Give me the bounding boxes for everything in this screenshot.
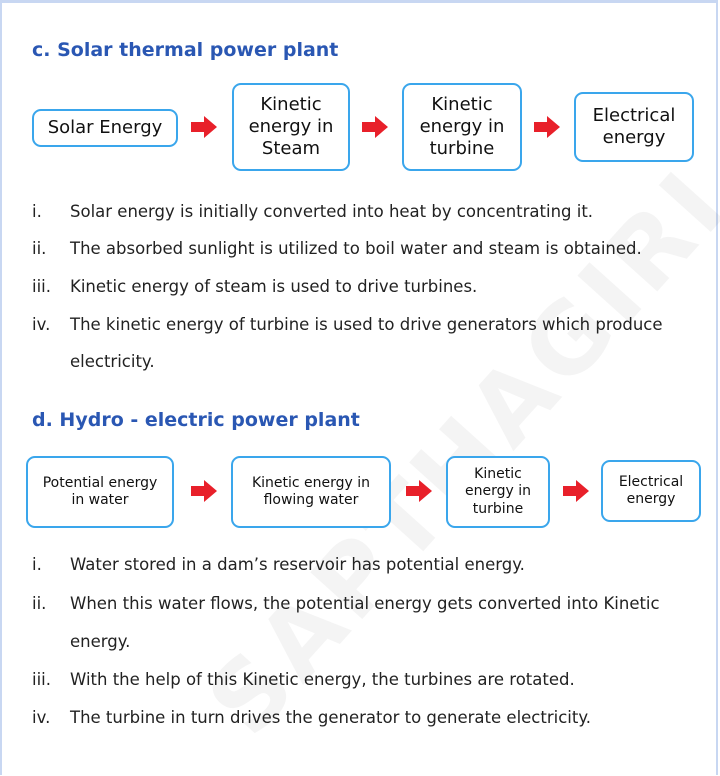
section-d-heading: d. Hydro - electric power plant	[32, 409, 360, 431]
arrow-right-icon	[191, 116, 217, 138]
item-text: The kinetic energy of turbine is used to drive generators which produce	[70, 315, 663, 334]
item-number: i.	[32, 555, 42, 574]
item-text: With the help of this Kinetic energy, the turbines are rotated.	[70, 670, 575, 689]
item-number: iv.	[32, 708, 51, 727]
item-text: Solar energy is initially converted into heat by concentrating it.	[70, 202, 594, 221]
item-text: When this water flows, the potential energy gets converted into Kinetic	[70, 594, 660, 613]
section-c-heading: c. Solar thermal power plant	[32, 39, 339, 61]
arrow-right-icon	[406, 480, 432, 502]
item-continuation: energy.	[70, 632, 131, 651]
item-text: Water stored in a dam’s reservoir has potential energy.	[70, 555, 525, 574]
flow-box-kinetic-turbine: Kinetic energy in turbine	[446, 456, 550, 528]
arrow-right-icon	[563, 480, 589, 502]
flow-box-potential-energy: Potential energy in water	[26, 456, 174, 528]
flow-box-electrical-energy: Electrical energy	[601, 460, 701, 522]
item-text: The absorbed sunlight is utilized to boil water and steam is obtained.	[70, 239, 642, 258]
arrow-right-icon	[534, 116, 560, 138]
flow-box-electrical-energy: Electrical energy	[574, 92, 694, 162]
item-number: ii.	[32, 594, 47, 613]
item-text: Kinetic energy of steam is used to drive turbines.	[70, 277, 478, 296]
item-number: ii.	[32, 239, 47, 258]
item-number: iii.	[32, 670, 51, 689]
arrow-right-icon	[362, 116, 388, 138]
item-continuation: electricity.	[70, 352, 155, 371]
item-number: iii.	[32, 277, 51, 296]
item-number: iv.	[32, 315, 51, 334]
flow-box-kinetic-steam: Kinetic energy in Steam	[232, 83, 350, 171]
flow-box-solar-energy: Solar Energy	[32, 109, 178, 147]
arrow-right-icon	[191, 480, 217, 502]
flow-box-kinetic-turbine: Kinetic energy in turbine	[402, 83, 522, 171]
item-text: The turbine in turn drives the generator to generate electricity.	[70, 708, 591, 727]
flow-box-kinetic-flowing-water: Kinetic energy in flowing water	[231, 456, 391, 528]
item-number: i.	[32, 202, 42, 221]
